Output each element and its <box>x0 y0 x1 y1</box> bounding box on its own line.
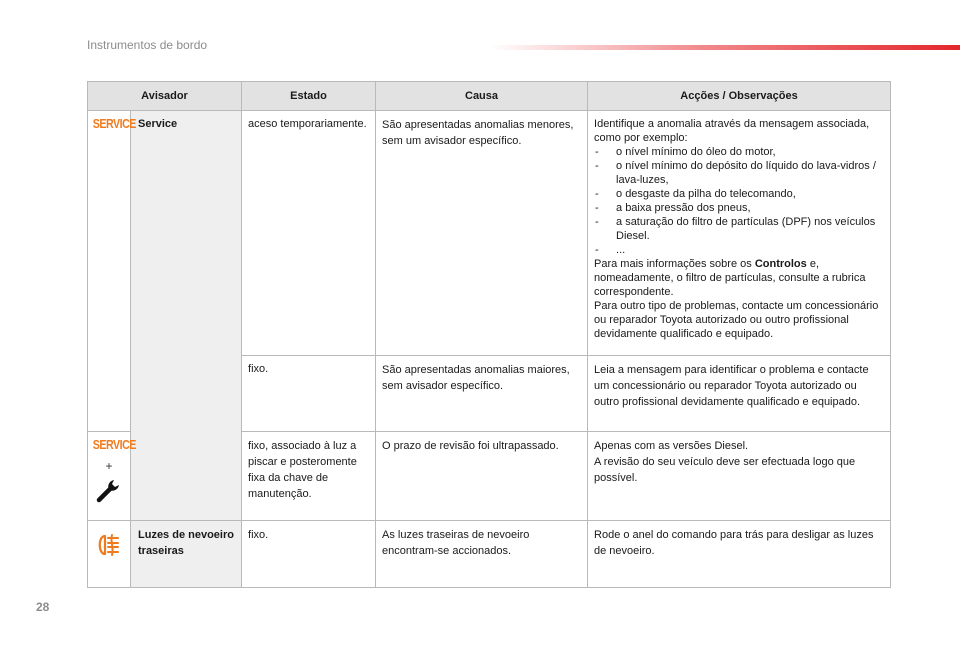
list-item: - ... <box>594 243 884 257</box>
service-state-1: aceso temporariamente. <box>242 111 376 356</box>
list-item: - o nível mínimo do óleo do motor, <box>594 145 884 159</box>
list-item: - a saturação do filtro de partículas (DPF) nos veículos Diesel. <box>594 215 884 243</box>
service-actions-2: Leia a mensagem para identificar o problema e contacte um concessionário ou reparador Toyota autorizado ou outro profissional devidamente qualificado e equipado. <box>588 356 891 432</box>
wrench-icon <box>96 477 122 503</box>
table-row <box>88 521 891 588</box>
page-number: 28 <box>36 600 50 614</box>
service-state-3: fixo, associado à luz a piscar e posteromente fixa da chave de manutenção. <box>242 432 376 521</box>
service-actions-3 <box>588 432 891 521</box>
table-row <box>88 111 891 356</box>
actions-outro: Para outro tipo de problemas, contacte um concessionário ou reparador Toyota autorizado ou outro profissional devidamente qualificado e equipado. <box>594 300 879 340</box>
service-icon: SERVICE <box>92 116 136 131</box>
actions-line-1: Apenas com as versões Diesel. <box>594 440 749 452</box>
actions-more-suffix: e, nomeadamente, o filtro de partículas, consulte a rubrica correspondente. <box>594 258 866 298</box>
list-item: - a baixa pressão dos pneus, <box>594 201 884 215</box>
fog-name: Luzes de nevoeiro traseiras <box>131 521 242 588</box>
fog-state: fixo. <box>242 521 376 588</box>
column-header-cause: Causa <box>376 82 588 111</box>
header-accent-line <box>490 45 960 50</box>
service-cause-2: São apresentadas anomalias maiores, sem avisador específico. <box>376 356 588 432</box>
service-cause-1: São apresentadas anomalias menores, sem um avisador específico. <box>376 111 588 356</box>
actions-more-prefix: Para mais informações sobre os <box>594 258 755 270</box>
actions-line-2: A revisão do seu veículo deve ser efectuada logo que possível. <box>594 456 856 484</box>
controls-reference: Controlos <box>754 258 807 270</box>
list-item: - o nível mínimo do depósito do líquido do lava-vidros / lava-luzes, <box>594 159 884 187</box>
service-icon-cell <box>88 111 136 432</box>
service-name: Service <box>131 111 242 521</box>
service-icon: SERVICE <box>92 437 136 452</box>
column-header-warning: Avisador <box>88 82 242 111</box>
actions-intro: Identifique a anomalia através da mensagem associada, como por exemplo: <box>594 118 870 144</box>
column-header-actions: Acções / Observações <box>588 82 891 111</box>
actions-more <box>594 257 884 299</box>
actions-list <box>594 145 884 257</box>
table-header-row <box>88 82 891 111</box>
fog-icon-cell <box>88 521 131 588</box>
rear-fog-light-icon <box>94 533 124 557</box>
fog-actions: Rode o anel do comando para trás para desligar as luzes de nevoeiro. <box>588 521 891 588</box>
list-item: - o desgaste da pilha do telecomando, <box>594 187 884 201</box>
fog-cause: As luzes traseiras de nevoeiro encontram-se accionados. <box>376 521 588 588</box>
warning-lights-table <box>87 81 891 588</box>
service-actions-1 <box>588 111 891 356</box>
page-header-title: Instrumentos de bordo <box>87 38 208 52</box>
service-wrench-icon-cell <box>88 432 136 521</box>
plus-sign: + <box>105 459 113 473</box>
service-cause-3: O prazo de revisão foi ultrapassado. <box>376 432 588 521</box>
service-state-2: fixo. <box>242 356 376 432</box>
column-header-state: Estado <box>242 82 376 111</box>
